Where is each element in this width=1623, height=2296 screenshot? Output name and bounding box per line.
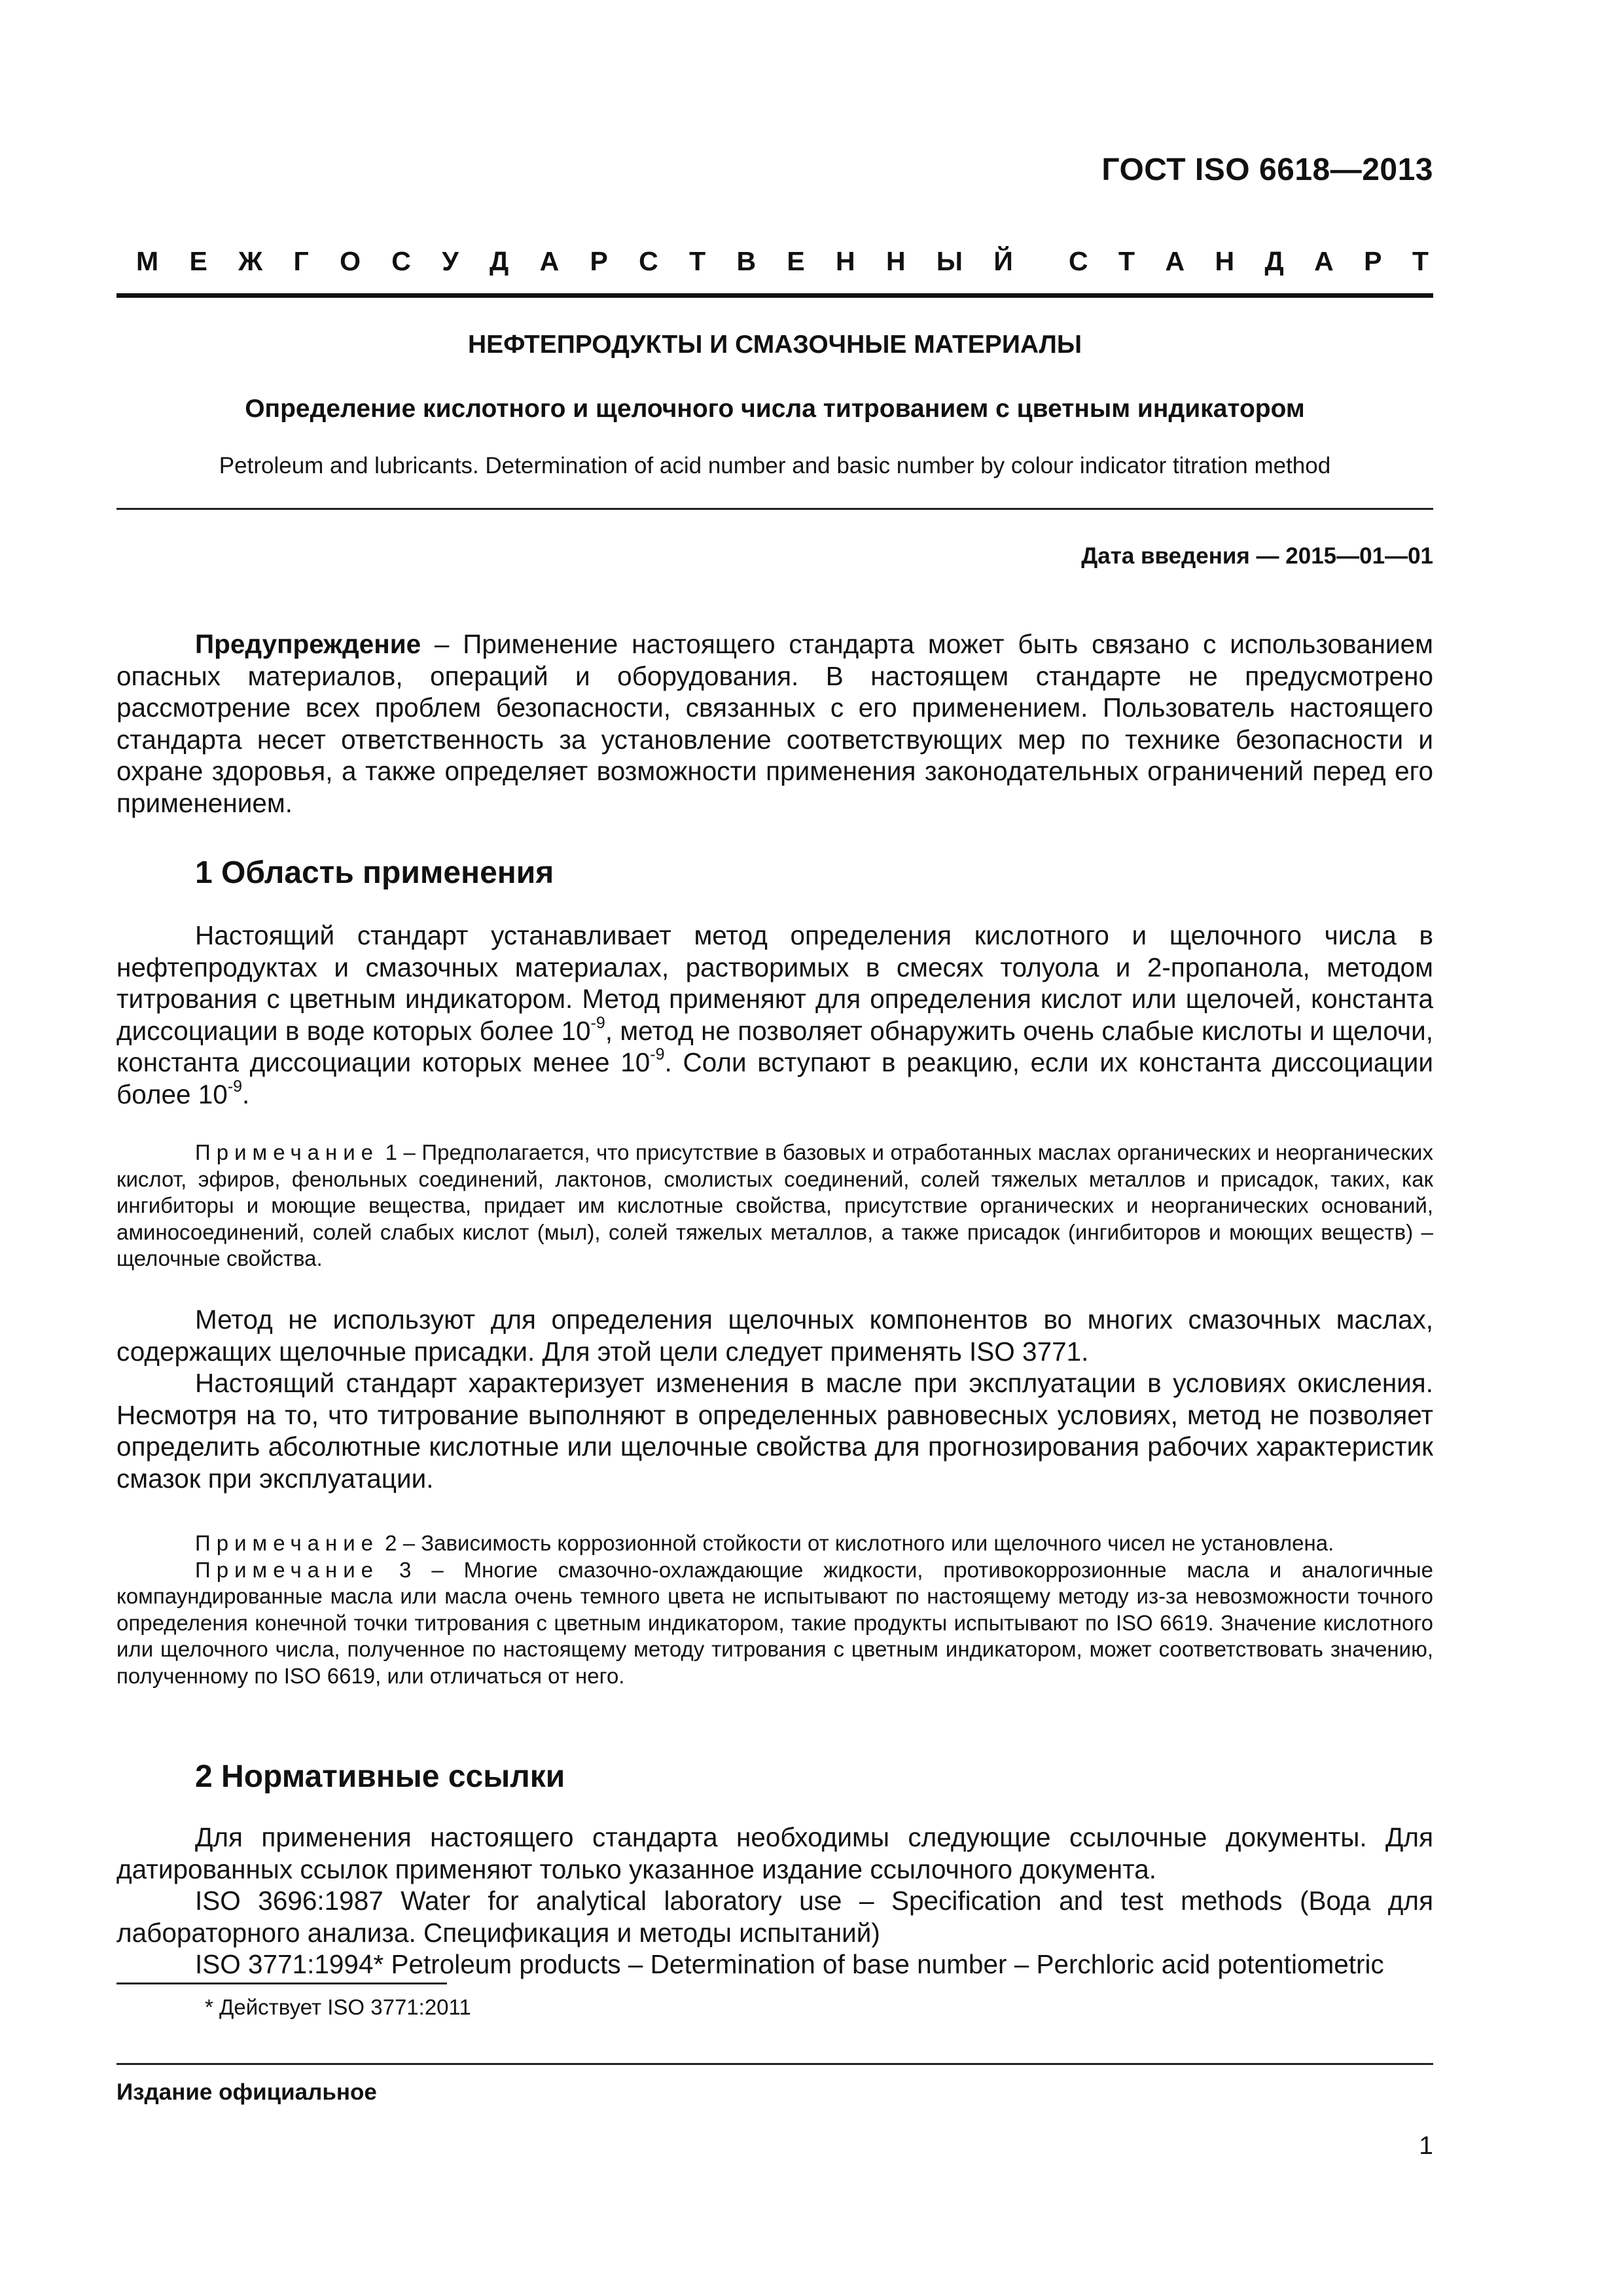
- title-letter: Й: [993, 246, 1013, 276]
- introduction-date: [1081, 543, 1433, 569]
- exponent: -9: [590, 1013, 605, 1032]
- title-letter: Ж: [238, 246, 263, 276]
- warning-text: – Применение настоящего стандарта может быть связано с использованием опасных материалов, операций и оборудования. В настоящем стандарте не предусмотрено рассмотрение всех проблем безопасности, связанных с его применением. Пользователь настоящего стандарта несет ответственность за установление соответствующих мер по технике безопасности и охране здоровья, а также определяет возможности применения законодательных ограничений перед его применением.: [116, 629, 1433, 818]
- title-rule: [116, 508, 1433, 510]
- scope-text-4: .: [242, 1079, 250, 1109]
- page-number: 1: [1419, 2132, 1433, 2160]
- standard-number: ГОСТ ISO 6618—2013: [1101, 152, 1433, 187]
- scope-text-1: Настоящий стандарт устанавливает метод определения кислотного и щелочного числа в нефтепродуктах и смазочных материалах, растворимых в смесях толуола и 2-пропанола, методом титрования с цветным индикатором. Метод применяют для определения кислот или щелочей, константа диссоциации в воде которых более 10: [116, 920, 1433, 1046]
- title-letter: А: [1165, 246, 1185, 276]
- paragraph: Для применения настоящего стандарта необходимы следующие ссылочные документы. Для датированных ссылок применяют только указанное издание ссылочного документа.: [116, 1822, 1433, 1884]
- document-page: [116, 0, 1433, 2296]
- title-letter: Т: [1412, 246, 1429, 276]
- reference-item: ISO 3771:1994* Petroleum products – Determination of base number – Perchloric acid potentiometric: [195, 1949, 1384, 1979]
- warning-label: Предупреждение: [195, 629, 421, 659]
- title-letter: Д: [490, 246, 509, 276]
- title-letter: Т: [689, 246, 706, 276]
- edition-label: Издание официальное: [116, 2079, 377, 2105]
- section-1-paragraph-1: [116, 920, 1433, 1110]
- note-label: Примечание: [195, 1557, 380, 1582]
- title-letter: Е: [189, 246, 207, 276]
- scope-text-3: . Соли вступают в реакцию, если их константа диссоциации более 10: [116, 1047, 1433, 1109]
- document-title: НЕФТЕПРОДУКТЫ И СМАЗОЧНЫЕ МАТЕРИАЛЫ: [467, 331, 1082, 359]
- notes-2-3: [116, 1530, 1433, 1689]
- title-letter: В: [736, 246, 757, 276]
- title-letter: А: [539, 246, 560, 276]
- title-letter: Д: [1264, 246, 1284, 276]
- title-letter: Ы: [936, 246, 963, 276]
- note-label: Примечание: [195, 1140, 380, 1164]
- title-letter: Р: [590, 246, 608, 276]
- title-letter: Г: [293, 246, 309, 276]
- date-label: Дата введения: [1081, 543, 1250, 569]
- note-1: [116, 1139, 1433, 1272]
- section-2-heading: 2 Нормативные ссылки: [195, 1759, 565, 1794]
- title-letter: Р: [1364, 246, 1382, 276]
- title-letter: Н: [1215, 246, 1235, 276]
- title-letter: Е: [787, 246, 805, 276]
- warning-paragraph: [116, 628, 1433, 819]
- note-text: 1 – Предполагается, что присутствие в базовых и отработанных маслах органических и неорганических кислот, эфиров, фенольных соединений, лактонов, смолистых соединений, солей тяжелых металлов и присадок, таких, как ингибиторы и моющие вещества, придает им кислотные свойства, присутствие органических и неорганических оснований, аминосоединений, солей слабых кислот (мыл), солей тяжелых металлов, а также присадок (ингибиторов и моющих веществ) – щелочные свойства.: [116, 1140, 1433, 1270]
- title-letter: С: [639, 246, 658, 276]
- reference-item: ISO 3696:1987 Water for analytical laboratory use – Specification and test methods (Вода для лабораторного анализа. Спецификация и методы испытаний): [116, 1886, 1433, 1948]
- section-1-heading: 1 Область применения: [195, 855, 554, 890]
- paragraph: Настоящий стандарт характеризует изменения в масле при эксплуатации в условиях окисления. Несмотря на то, что титрование выполняют в определенных равновесных условиях, метод не позволяет определить абсолютные кислотные или щелочные свойства для прогнозирования рабочих характеристик смазок при эксплуатации.: [116, 1368, 1433, 1494]
- header-rule: [116, 293, 1433, 298]
- exponent: -9: [650, 1045, 665, 1064]
- title-letter: Т: [1118, 246, 1135, 276]
- title-letter: Н: [836, 246, 855, 276]
- document-subtitle: Определение кислотного и щелочного числа титрованием с цветным индикатором: [245, 395, 1305, 423]
- footnote: * Действует ISO 3771:2011: [205, 1995, 471, 2019]
- note-text: 2 – Зависимость коррозионной стойкости от кислотного или щелочного чисел не установлена.: [379, 1531, 1334, 1555]
- title-letter: Н: [885, 246, 906, 276]
- scope-text-2: , метод не позволяет обнаружить очень слабые кислоты и щелочи, константа диссоциации которых менее 10: [116, 1015, 1433, 1077]
- title-letter: М: [136, 246, 159, 276]
- title-letter: С: [391, 246, 411, 276]
- note-label: Примечание: [195, 1531, 380, 1555]
- footer-rule: [116, 2063, 1433, 2065]
- title-letter: С: [1069, 246, 1088, 276]
- title-letter: О: [340, 246, 361, 276]
- title-letter: У: [442, 246, 459, 276]
- english-title: Petroleum and lubricants. Determination of acid number and basic number by colour indicator titration method: [219, 453, 1331, 478]
- paragraph: Метод не используют для определения щелочных компонентов во многих смазочных маслах, содержащих щелочные присадки. Для этой цели следует применять ISO 3771.: [116, 1304, 1433, 1367]
- note-text: 3 – Многие смазочно-охлаждающие жидкости, противокоррозионные масла и аналогичные компаундированные масла или масла очень темного цвета не испытывают по настоящему методу из-за невозможности точного определения конечной точки титрования с цветным индикатором, такие продукты испытывают по ISO 6619. Значение кислотного или щелочного числа, полученное по настоящему методу титрования с цветным индикатором, может соответствовать значению, полученному по ISO 6619, или отличаться от него.: [116, 1557, 1433, 1688]
- date-value: — 2015—01—01: [1249, 543, 1433, 569]
- section-2-body: [116, 1821, 1433, 1981]
- footnote-rule: [116, 1982, 447, 1984]
- section-1-paragraph-2: [116, 1304, 1433, 1494]
- title-letter: А: [1314, 246, 1334, 276]
- exponent: -9: [227, 1077, 243, 1096]
